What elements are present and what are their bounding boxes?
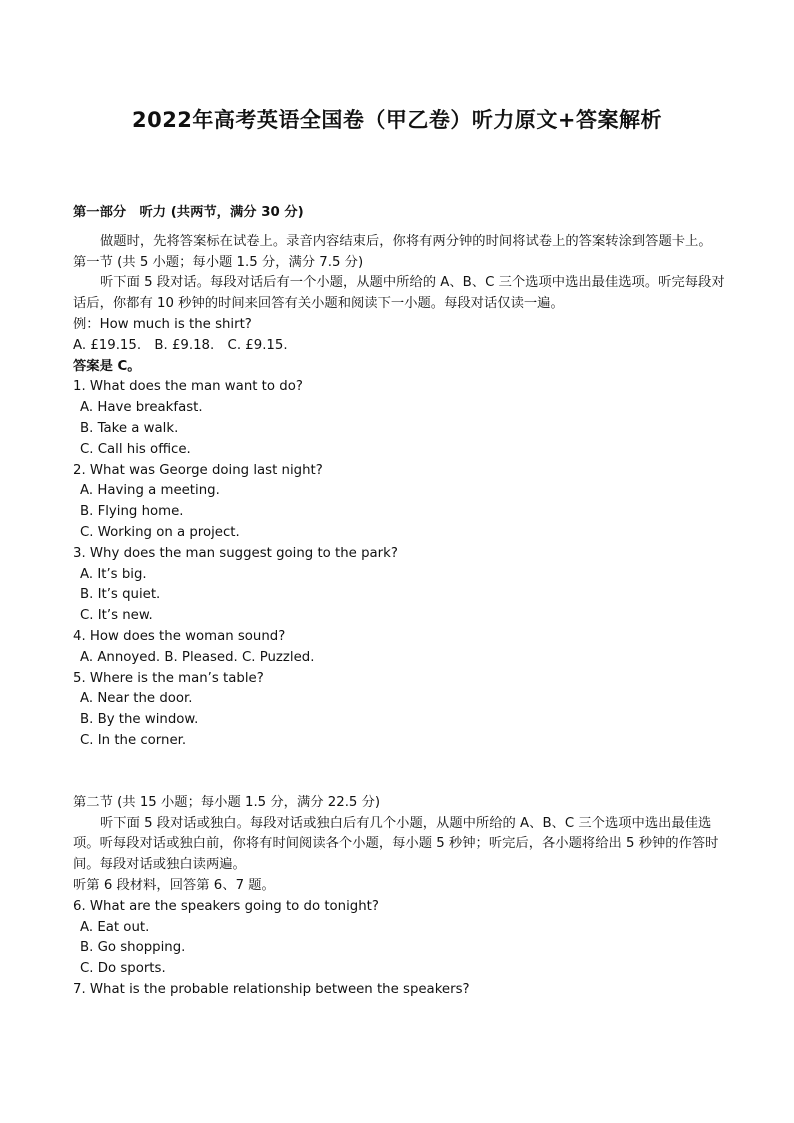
question-1-option-c: C. Call his office. [80, 441, 191, 457]
question-list-section2 [73, 897, 725, 1001]
question-2-option-b: B. Flying home. [80, 504, 184, 520]
question-6: 6. What are the speakers going to do tonight? [73, 898, 379, 914]
question-7: 7. What is the probable relationship between the speakers? [73, 981, 470, 997]
question-1-option-b: B. Take a walk. [80, 420, 179, 436]
example-options: A. £19.15. B. £9.18. C. £9.15. [73, 337, 288, 353]
section1-heading: 第一节 (共 5 小题；每小题 1.5 分，满分 7.5 分) [73, 254, 364, 270]
question-4: 4. How does the woman sound? [73, 628, 286, 644]
question-3-option-c: C. It’s new. [80, 608, 153, 624]
material-6-note: 听第 6 段材料，回答第 6、7 题。 [73, 877, 275, 893]
question-2: 2. What was George doing last night? [73, 462, 323, 478]
question-2-option-c: C. Working on a project. [80, 524, 240, 540]
question-5-option-b: B. By the window. [80, 712, 199, 728]
example-answer: 答案是 C。 [73, 358, 141, 374]
document-body [73, 203, 725, 1001]
question-4-options: A. Annoyed. B. Pleased. C. Puzzled. [80, 649, 315, 665]
section-spacer [73, 752, 725, 793]
question-2-option-a: A. Having a meeting. [80, 483, 220, 499]
spacer [73, 224, 725, 232]
question-5-option-a: A. Near the door. [80, 691, 193, 707]
page-title: 2022年高考英语全国卷（甲乙卷）听力原文+答案解析 [131, 108, 663, 132]
question-3: 3. Why does the man suggest going to the park? [73, 545, 398, 561]
part1-heading: 第一部分 听力 (共两节，满分 30 分) [73, 205, 304, 220]
question-1: 1. What does the man want to do? [73, 379, 303, 395]
example-question: 例：How much is the shirt? [73, 316, 252, 332]
question-3-option-a: A. It’s big. [80, 566, 147, 582]
question-list-section1 [73, 377, 725, 751]
section2-heading: 第二节 (共 15 小题；每小题 1.5 分，满分 22.5 分) [73, 794, 381, 810]
question-6-option-b: B. Go shopping. [80, 940, 186, 956]
question-3-option-b: B. It’s quiet. [80, 587, 161, 603]
question-6-option-c: C. Do sports. [80, 961, 166, 977]
section2-intro: 听下面 5 段对话或独白。每段对话或独白后有几个小题，从题中所给的 A、B、C 三个选项中选出最佳选项。听每段对话或独白前，你将有时间阅读各个小题，每小题 5 秒钟；听完后，各小题将给出 5 秒钟的作答时间。每段对话或独白读两遍。 [73, 815, 719, 873]
question-5: 5. Where is the man’s table? [73, 670, 264, 686]
question-6-option-a: A. Eat out. [80, 919, 150, 935]
question-1-option-a: A. Have breakfast. [80, 400, 203, 416]
question-5-option-c: C. In the corner. [80, 732, 187, 748]
section1-intro: 听下面 5 段对话。每段对话后有一个小题，从题中所给的 A、B、C 三个选项中选出最佳选项。听完每段对话后，你都有 10 秒钟的时间来回答有关小题和阅读下一小题。每段对话仅读一遍。 [73, 275, 725, 312]
instructions-paragraph: 做题时，先将答案标在试卷上。录音内容结束后，你将有两分钟的时间将试卷上的答案转涂到答题卡上。 [100, 233, 712, 249]
